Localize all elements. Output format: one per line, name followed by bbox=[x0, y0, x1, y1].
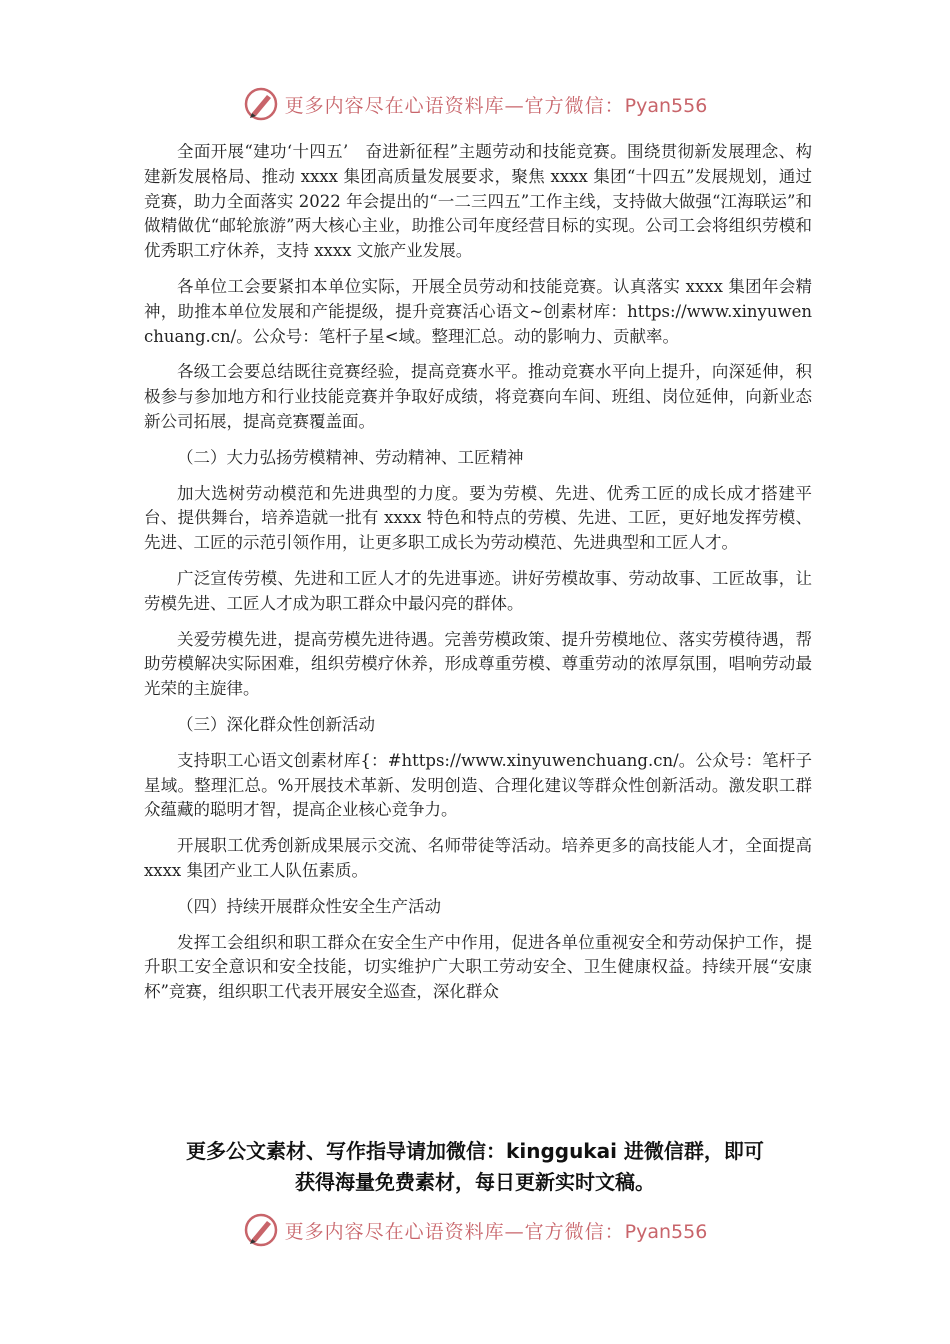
paragraph: 全面开展“建功‘十四五’ 奋进新征程”主题劳动和技能竞赛。围绕贯彻新发展理念、构建新发展格局、推动 xxxx 集团高质量发展要求，聚焦 xxxx 集团“十四五”发展规划，通过竞赛，助力全面落实 2022 年会提出的“一二三四五”工作主线，支持做大做强“江海联运”和做精做优“邮轮旅游”两大核心主业，助推公司年度经营目标的实现。公司工会将组织劳模和优秀职工疗休养，支持 xxxx 文旅产业发展。 bbox=[144, 142, 812, 261]
bottom-banner bbox=[0, 1210, 950, 1250]
footer-note-line2: 获得海量免费素材，每日更新实时文稿。 bbox=[295, 1170, 655, 1194]
paragraph: 广泛宣传劳模、先进和工匠人才的先进事迹。讲好劳模故事、劳动故事、工匠故事，让劳模先进、工匠人才成为职工群众中最闪亮的群体。 bbox=[144, 568, 812, 613]
banner-wechat: Pyan556 bbox=[624, 1220, 708, 1243]
section-heading: （二）大力弘扬劳模精神、劳动精神、工匠精神 bbox=[177, 447, 524, 467]
section-heading: （四）持续开展群众性安全生产活动 bbox=[177, 896, 441, 916]
pen-logo-icon bbox=[243, 86, 279, 122]
footer-note bbox=[100, 1136, 850, 1198]
banner-text: 更多内容尽在心语资料库—官方微信：Pyan556 bbox=[284, 1220, 708, 1243]
top-banner bbox=[0, 84, 950, 124]
paragraph: 关爱劳模先进，提高劳模先进待遇。完善劳模政策、提升劳模地位、落实劳模待遇，帮助劳模解决实际困难，组织劳模疗休养，形成尊重劳模、尊重劳动的浓厚氛围，唱响劳动最光荣的主旋律。 bbox=[144, 629, 812, 699]
banner-text: 更多内容尽在心语资料库—官方微信：Pyan556 bbox=[284, 94, 708, 117]
document-body bbox=[144, 140, 812, 1016]
paragraph: 各级工会要总结既往竞赛经验，提高竞赛水平。推动竞赛水平向上提升，向深延伸，积极参与参加地方和行业技能竞赛并争取好成绩，将竞赛向车间、班组、岗位延伸，向新业态新公司拓展，提高竞赛覆盖面。 bbox=[144, 362, 812, 431]
footer-note-line1: 更多公文素材、写作指导请加微信：kinggukai 进微信群，即可 bbox=[186, 1139, 764, 1163]
paragraph: 开展职工优秀创新成果展示交流、名师带徒等活动。培养更多的高技能人才，全面提高 xxxx 集团产业工人队伍素质。 bbox=[144, 836, 812, 880]
paragraph: 加大选树劳动模范和先进典型的力度。要为劳模、先进、优秀工匠的成长成才搭建平台、提供舞台，培养造就一批有 xxxx 特色和特点的劳模、先进、工匠，更好地发挥劳模、先进、工匠的示范引领作用，让更多职工成长为劳动模范、先进典型和工匠人才。 bbox=[144, 483, 812, 553]
section-heading: （三）深化群众性创新活动 bbox=[177, 714, 375, 734]
paragraph: 各单位工会要紧扣本单位实际，开展全员劳动和技能竞赛。认真落实 xxxx 集团年会精神，助推本单位发展和产能提级，提升竞赛活心语文~创素材库：https://www.xinyuwenchuang.cn/。公众号：笔杆子星<域。整理汇总。动的影响力、贡献率。 bbox=[144, 276, 812, 346]
paragraph: 发挥工会组织和职工群众在安全生产中作用，促进各单位重视安全和劳动保护工作，提升职工安全意识和安全技能，切实维护广大职工劳动安全、卫生健康权益。持续开展“安康杯”竞赛，组织职工代表开展安全巡查，深化群众 bbox=[144, 932, 812, 1002]
banner-wechat: Pyan556 bbox=[624, 94, 708, 117]
pen-logo-icon bbox=[243, 1212, 279, 1248]
paragraph: 支持职工心语文创素材库{：#https://www.xinyuwenchuang.cn/。公众号：笔杆子星域。整理汇总。%开展技术革新、发明创造、合理化建议等群众性创新活动。激发职工群众蕴藏的聪明才智，提高企业核心竞争力。 bbox=[144, 750, 812, 820]
